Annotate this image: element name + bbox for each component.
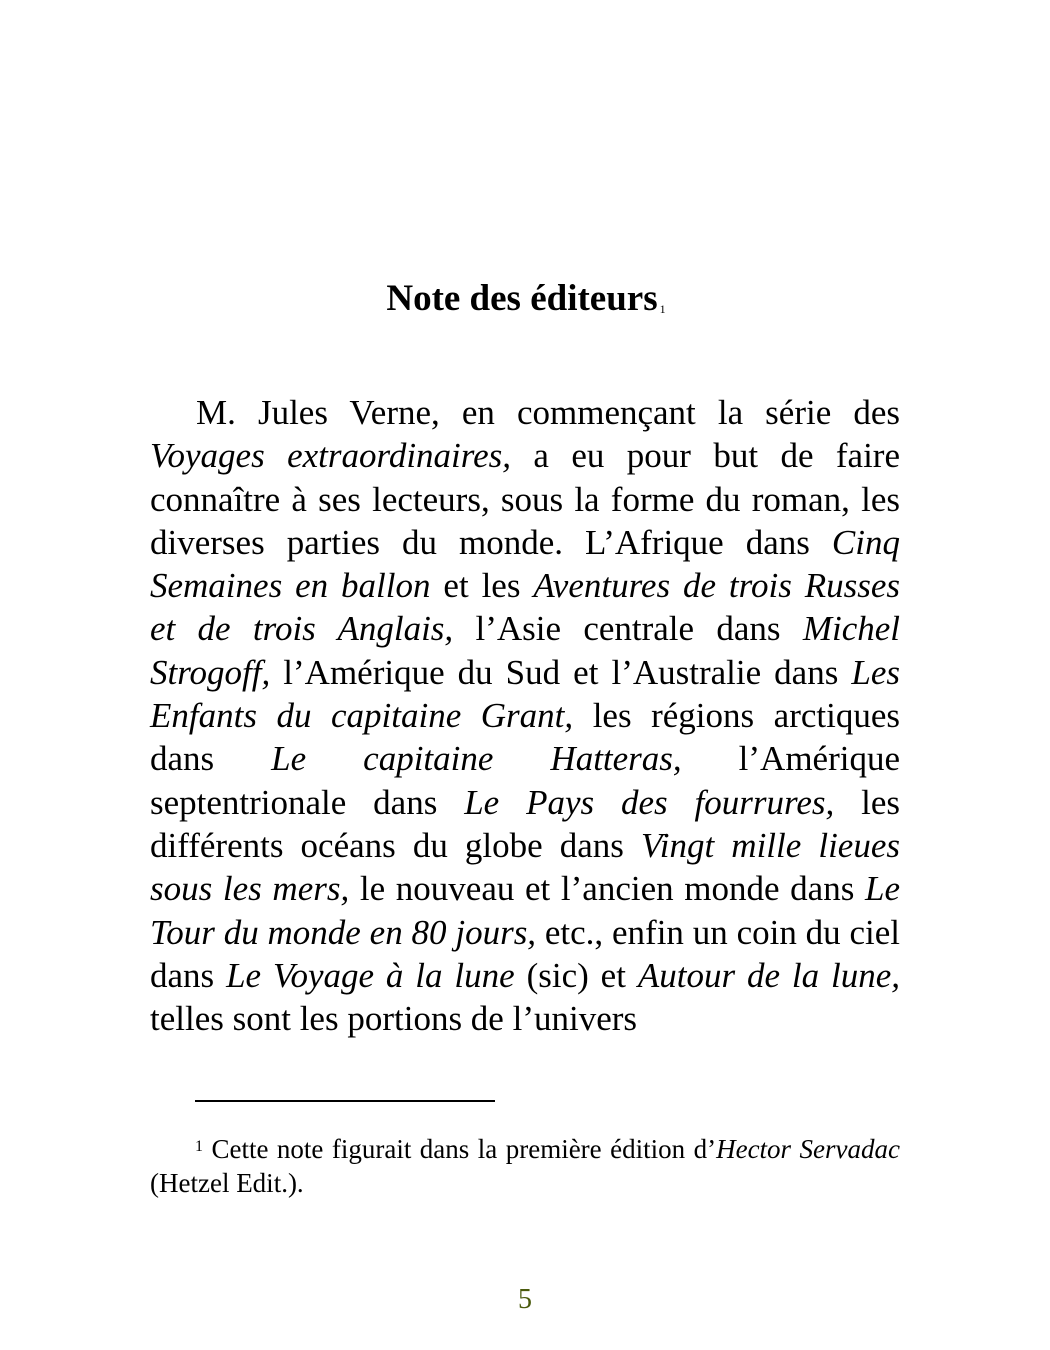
italic-title-run: Aventures de trois Russes et de trois Anglais,: [150, 566, 900, 649]
body-paragraph: [150, 391, 900, 1040]
italic-title-run: Cinq Semaines en ballon: [150, 522, 900, 606]
footnote: [150, 1132, 900, 1200]
footnote-text: Cette note figurait dans la première édition d’: [203, 1134, 717, 1164]
footnote-italic-title: Hector Servadac: [716, 1134, 900, 1164]
title-text: Note des éditeurs: [386, 278, 658, 319]
footnote-marker: 1: [195, 1138, 203, 1155]
text-run: etc., enfin un coin du ciel dans: [150, 912, 900, 995]
footnote-text-end: (Hetzel Edit.).: [150, 1168, 304, 1198]
text-run: les différents océans du globe dans: [150, 782, 900, 865]
italic-title-run: Le Pays des fourrures,: [464, 782, 835, 822]
text-run: l’Amérique du Sud et l’Australie dans: [270, 652, 852, 692]
text-run: l’Asie centrale dans: [453, 609, 803, 649]
footnote-ref: 1: [659, 302, 666, 316]
italic-title-run: Le Voyage à la lune: [226, 955, 515, 995]
italic-title-run: Le capitaine Hatteras,: [271, 739, 682, 779]
text-run: a eu pour but de faire connaître à ses lecteurs, sous la forme du roman, les diverses parties du monde. L’Afrique dans: [150, 436, 901, 562]
italic-title-run: Les Enfants du capitaine Grant,: [150, 652, 900, 736]
text-run: les régions arctiques dans: [150, 696, 900, 779]
italic-title-run: Le Tour du monde en 80 jours,: [150, 869, 900, 952]
italic-title-run: Michel Strogoff,: [150, 609, 901, 692]
text-run: (sic) et: [514, 955, 638, 995]
footnote-separator: [195, 1100, 495, 1102]
text-run: l’Amérique septentrionale dans: [150, 739, 901, 822]
text-run: telles sont les portions de l’univers: [150, 999, 638, 1039]
text-run: et les: [430, 566, 534, 606]
text-run: le nouveau et l’ancien monde dans: [349, 869, 865, 909]
italic-title-run: Autour de la lune,: [637, 955, 901, 995]
page-title: [0, 274, 1050, 324]
text-run: M. Jules Verne, en commençant la série des: [196, 393, 900, 432]
italic-title-run: Vingt mille lieues sous les mers,: [150, 825, 900, 909]
page-number: 5: [518, 1284, 532, 1315]
italic-title-run: Voyages extraordinaires,: [150, 436, 512, 476]
